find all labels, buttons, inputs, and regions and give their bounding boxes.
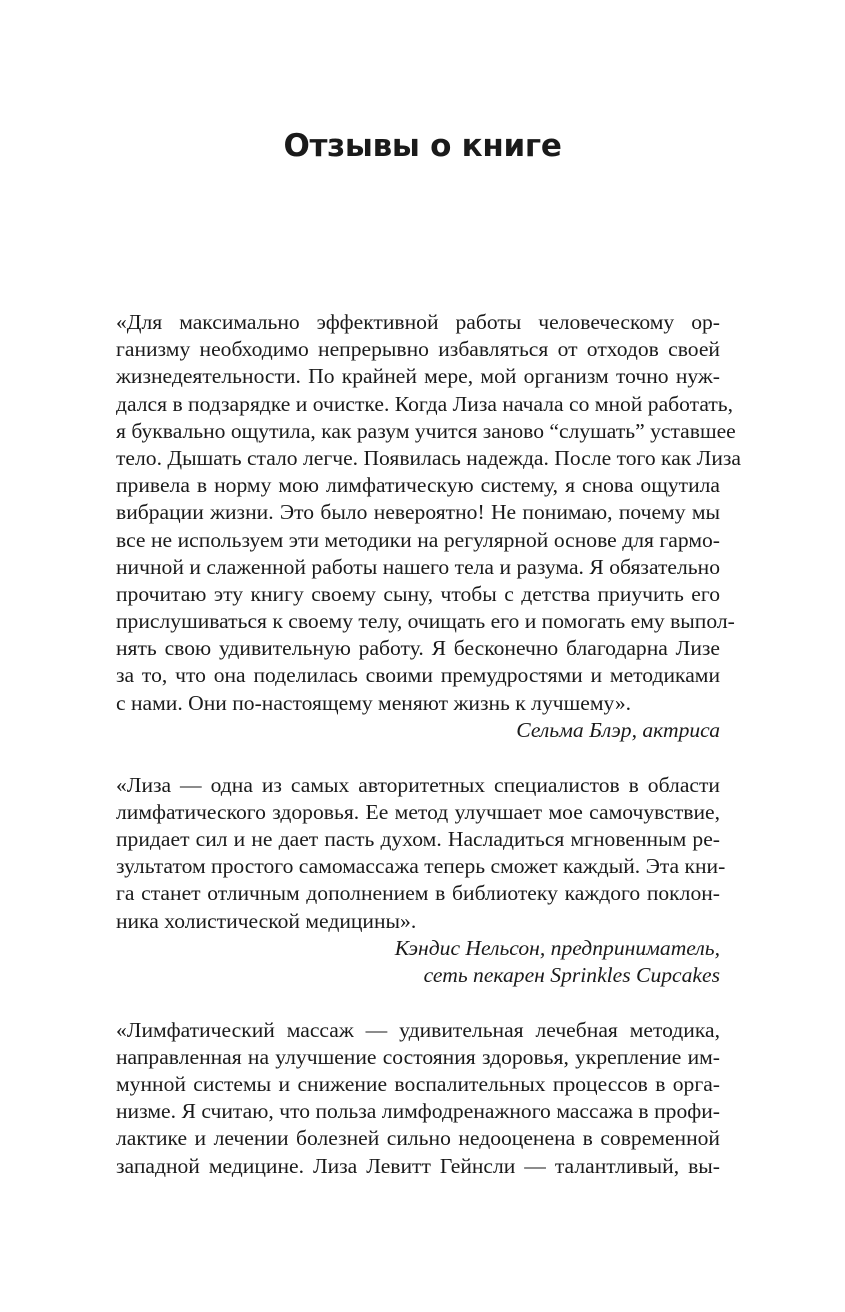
review-3-line: мунной системы и снижение воспалительных процессов в орга- bbox=[116, 1072, 720, 1097]
spacer bbox=[116, 989, 720, 1017]
review-3-line: лактике и лечении болезней сильно недооценена в современной bbox=[116, 1126, 720, 1151]
review-1-line: «Для максимально эффективной работы человеческому ор- bbox=[116, 310, 720, 334]
review-2-attribution: сеть пекарен Sprinkles Cupcakes bbox=[423, 962, 720, 987]
review-1-line: дался в подзарядке и очистке. Когда Лиза начала со мной работать, bbox=[116, 391, 734, 416]
review-3-line: «Лимфатический массаж — удивительная лечебная методика, bbox=[116, 1017, 720, 1042]
review-2-line: зультатом простого самомассажа теперь сможет каждый. Эта кни- bbox=[116, 854, 726, 879]
review-2-line: га станет отличным дополнением в библиотеку каждого поклон- bbox=[116, 881, 720, 906]
review-3-line: направленная на улучшение состояния здоровья, укрепление им- bbox=[116, 1044, 720, 1069]
review-2-attribution: Кэндис Нельсон, предприниматель, bbox=[394, 935, 720, 960]
review-1-line: нять свою удивительную работу. Я бесконечно благодарна Лизе bbox=[116, 636, 720, 661]
review-2-line: лимфатического здоровья. Ее метод улучшает мое самочувствие, bbox=[116, 799, 720, 824]
page-title: Отзывы о книге bbox=[283, 128, 562, 164]
review-1-line: ганизму необходимо непрерывно избавляться от отходов своей bbox=[116, 337, 720, 362]
review-2 bbox=[116, 772, 726, 990]
review-1-line: привела в норму мою лимфатическую систему, я снова ощутила bbox=[116, 473, 720, 498]
review-2-line: «Лиза — одна из самых авторитетных специалистов в области bbox=[116, 772, 720, 797]
reviews-body bbox=[116, 309, 741, 1180]
review-1 bbox=[116, 309, 741, 744]
review-1-line: вибрации жизни. Это было невероятно! Не понимаю, почему мы bbox=[116, 500, 720, 525]
review-3 bbox=[116, 1017, 720, 1180]
review-1-line: прочитаю эту книгу своему сыну, чтобы с детства приучить его bbox=[116, 581, 720, 606]
review-1-line: с нами. Они по-настоящему меняют жизнь к лучшему». bbox=[116, 690, 632, 715]
review-1-line: тело. Дышать стало легче. Появилась надежда. После того как Лиза bbox=[116, 445, 741, 470]
review-1-line: за то, что она поделилась своими премудростями и методиками bbox=[116, 663, 720, 688]
review-2-line: придает сил и не дает пасть духом. Насладиться мгновенным ре- bbox=[116, 826, 720, 851]
spacer bbox=[116, 744, 720, 772]
review-1-line: прислушиваться к своему телу, очищать его и помогать ему выпол- bbox=[116, 609, 735, 634]
review-1-line: все не используем эти методики на регулярной основе для гармо- bbox=[116, 527, 720, 552]
review-1-line: жизнедеятельности. По крайней мере, мой организм точно нуж- bbox=[116, 364, 720, 389]
review-1-line: я буквально ощутила, как разум учится заново “слушать” уставшее bbox=[116, 418, 736, 443]
review-2-line: ника холистической медицины». bbox=[116, 908, 417, 933]
review-3-line: низме. Я считаю, что польза лимфодренажного массажа в профи- bbox=[116, 1099, 720, 1124]
review-3-line: западной медицине. Лиза Левитт Гейнсли — талантливый, вы- bbox=[116, 1153, 720, 1178]
review-1-attribution: Сельма Блэр, актриса bbox=[516, 717, 720, 742]
review-1-line: ничной и слаженной работы нашего тела и разума. Я обязательно bbox=[116, 554, 720, 579]
